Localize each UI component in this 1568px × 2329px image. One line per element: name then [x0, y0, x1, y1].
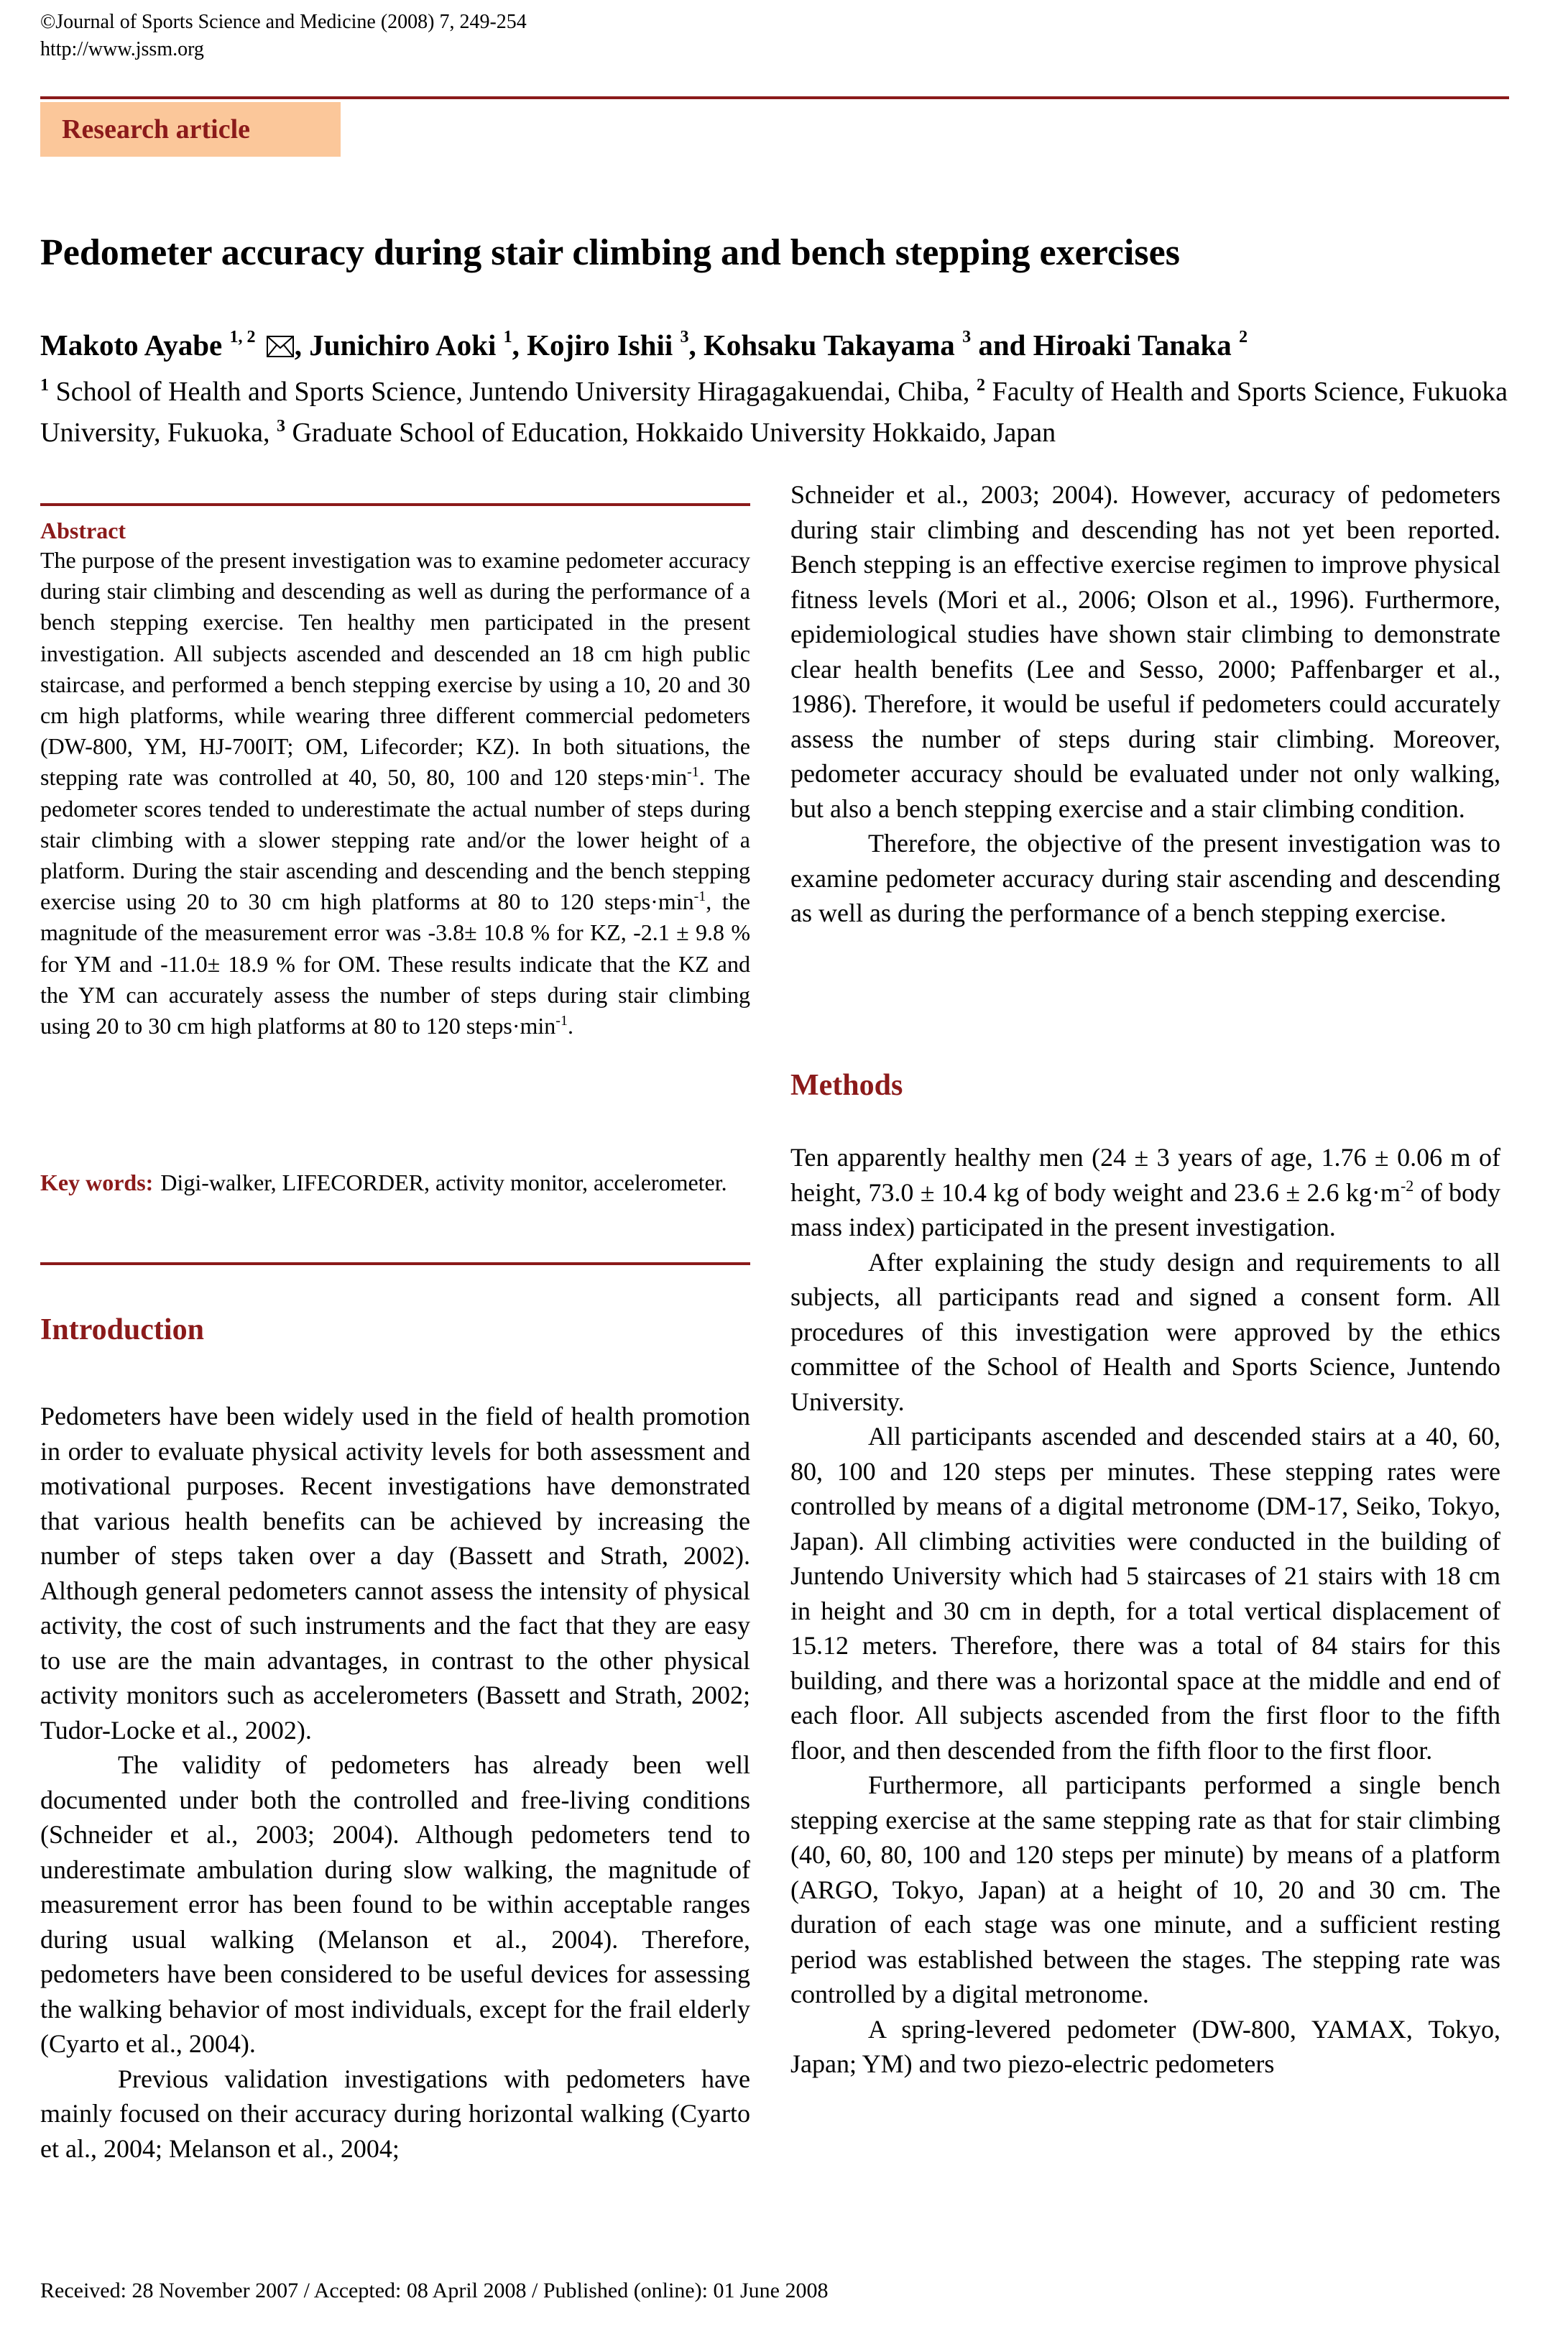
introduction-continued — [790, 477, 1500, 931]
keywords — [40, 1167, 750, 1198]
keywords-text: Digi-walker, LIFECORDER, activity monitor, accelerometer. — [160, 1170, 727, 1195]
introduction-body — [40, 1399, 750, 2166]
methods-paragraph: All participants ascended and descended stairs at a 40, 60, 80, 100 and 120 steps per minutes. These stepping rates were controlled by means of a digital metronome (DM-17, Seiko, Tokyo, Japan). All climbing activities were conducted in the building of Juntendo University which had 5 staircases of 21 stairs with 18 cm in height and 30 cm in depth, for a total vertical displacement of 15.12 meters. Therefore, there was a total of 84 stairs for this building, and there was a horizontal space at the middle and end of each floor. All subjects ascended from the first floor to the fifth floor, and then descended from the fifth floor to the first floor. — [790, 1422, 1500, 1765]
article-title: Pedometer accuracy during stair climbing and bench stepping exercises — [40, 232, 1180, 273]
journal-url[interactable]: http://www.jssm.org — [40, 38, 204, 60]
abstract-exponent: -1 — [693, 888, 706, 905]
author-separator: and — [978, 329, 1033, 362]
author-name: Makoto Ayabe — [40, 329, 223, 362]
methods-body — [790, 1140, 1500, 2082]
abstract-part: . The pedometer scores tended to underestimate the actual number of steps during stair climbing with a slower stepping rate and/or the lower height of a platform. During the stair ascending and descending and the bench stepping exercise using 20 to 30 cm high platforms at 80 to 120 steps·min — [40, 764, 751, 915]
methods-text: of body mass index) participated in the present investigation. — [790, 1177, 1501, 1241]
abstract-part: , the magnitude of the measurement error was -3.8± 10.8 % for KZ, -2.1 ± 9.8 % for YM and -11.0± 18.9 % for OM. These results indicate that the KZ and the YM can accurately assess the number of steps during stair climbing using 20 to 30 cm high platforms at 80 to 120 steps·min — [40, 888, 751, 1039]
affiliation-text: Graduate School of Education, Hokkaido University Hokkaido, Japan — [285, 418, 1056, 448]
affiliation-text: Faculty of Health and Sports Science, Fukuoka University, Fukuoka, — [40, 377, 1508, 448]
article-type-badge: Research article — [40, 102, 341, 157]
author-separator: , — [512, 329, 527, 362]
abstract-top-rule — [40, 503, 750, 506]
abstract-part: . — [567, 1013, 573, 1039]
methods-exponent: -2 — [1400, 1176, 1414, 1195]
author-name: Hiroaki Tanaka — [1033, 329, 1232, 362]
author-separator: , — [294, 329, 310, 362]
abstract-heading: Abstract — [40, 518, 126, 543]
author-affil-sup: 3 — [962, 328, 972, 346]
keywords-label: Key words: — [40, 1170, 154, 1195]
envelope-icon[interactable] — [266, 331, 295, 365]
affiliation-number: 3 — [276, 417, 285, 436]
author-name: Junichiro Aoki — [309, 329, 497, 362]
header-rule — [40, 96, 1509, 99]
intro-paragraph: Previous validation investigations with pedometers have mainly focused on their accuracy during horizontal walking (Cyarto et al., 2004; Melanson et al., 2004; — [40, 2064, 750, 2163]
abstract-exponent: -1 — [687, 764, 699, 781]
journal-citation: ©Journal of Sports Science and Medicine (2008) 7, 249-254 — [40, 11, 527, 33]
methods-paragraph — [790, 1140, 1500, 1245]
abstract-text — [40, 545, 750, 1042]
intro-paragraph: Pedometers have been widely used in the field of health promotion in order to evaluate physical activity levels for both assessment and motivational purposes. Recent investigations have demonstrated that various health benefits can be achieved by increasing the number of steps taken over a day (Bassett and Strath, 2002). Although general pedometers cannot assess the intensity of physical activity, the cost of such instruments and the fact that they are easy to use are the main advantages, in contrast to the other physical activity monitors such as accelerometers (Bassett and Strath, 2002; Tudor-Locke et al., 2002). — [40, 1402, 750, 1745]
affiliation-number: 2 — [977, 376, 986, 395]
author-list — [40, 328, 1248, 365]
abstract-part: The purpose of the present investigation was to examine pedometer accuracy during stair climbing and descending as well as during the performance of a bench stepping exercise. Ten healthy men participated in the present investigation. All subjects ascended and descended an 18 cm high public staircase, and performed a bench stepping exercise by using a 10, 20 and 30 cm high platforms, while wearing three different commercial pedometers (DW-800, YM, HJ-700IT; OM, Lifecorder; KZ). In both situations, the stepping rate was controlled at 40, 50, 80, 100 and 120 steps·min — [40, 547, 750, 791]
author-separator: , — [688, 329, 704, 362]
author-affil-sup: 1, 2 — [229, 328, 256, 346]
methods-paragraph: Furthermore, all participants performed a single bench stepping exercise at the same stepping rate as that for stair climbing (40, 60, 80, 100 and 120 steps per minute) by means of a platform (ARGO, Tokyo, Japan) at a height of 10, 20 and 30 cm. The duration of each stage was one minute, and a sufficient resting period was established between the stages. The stepping rate was controlled by a digital metronome. — [790, 1770, 1500, 2008]
author-name: Kohsaku Takayama — [704, 329, 955, 362]
author-affil-sup: 1 — [503, 328, 512, 346]
methods-paragraph: After explaining the study design and requirements to all subjects, all participants read and signed a consent form. All procedures of this investigation were approved by the ethics committee of the School of Health and Sports Science, Juntendo University. — [790, 1247, 1500, 1416]
affiliations — [40, 368, 1508, 450]
affiliation-number: 1 — [40, 376, 49, 395]
author-name: Kojiro Ishii — [527, 329, 673, 362]
publication-dates: Received: 28 November 2007 / Accepted: 08 April 2008 / Published (online): 01 June 2008 — [40, 2279, 829, 2302]
methods-heading: Methods — [790, 1069, 903, 1102]
intro-paragraph: Schneider et al., 2003; 2004). However, accuracy of pedometers during stair climbing and descending has not yet been reported. Bench stepping is an effective exercise regimen to improve physical fitness levels (Mori et al., 2006; Olson et al., 1996). Furthermore, epidemiological studies have shown stair climbing to demonstrate clear health benefits (Lee and Sesso, 2000; Paffenbarger et al., 1986). Therefore, it would be useful if pedometers could accurately assess the number of steps during stair climbing. Moreover, pedometer accuracy should be evaluated under not only walking, but also a bench stepping exercise and a stair climbing condition. — [790, 480, 1500, 823]
abstract-bottom-rule — [40, 1262, 750, 1265]
author-affil-sup: 3 — [680, 328, 689, 346]
introduction-heading: Introduction — [40, 1313, 204, 1346]
intro-paragraph: Therefore, the objective of the present investigation was to examine pedometer accuracy during stair ascending and descending as well as during the performance of a bench stepping exercise. — [790, 829, 1500, 927]
methods-text: Ten apparently healthy men (24 ± 3 years of age, 1.76 ± 0.06 m of height, 73.0 ± 10.4 kg of body weight and 23.6 ± 2.6 kg·m — [790, 1143, 1500, 1207]
affiliation-text: School of Health and Sports Science, Juntendo University Hiragagakuendai, Chiba, — [49, 377, 977, 407]
author-affil-sup: 2 — [1239, 328, 1248, 346]
methods-paragraph: A spring-levered pedometer (DW-800, YAMAX, Tokyo, Japan; YM) and two piezo-electric pedometers — [790, 2014, 1500, 2078]
abstract-exponent: -1 — [555, 1013, 568, 1029]
intro-paragraph: The validity of pedometers has already been well documented under both the controlled and free-living conditions (Schneider et al., 2003; 2004). Although pedometers tend to underestimate ambulation during slow walking, the magnitude of measurement error has been found to be within acceptable ranges during usual walking (Melanson et al., 2004). Therefore, pedometers have been considered to be useful devices for assessing the walking behavior of most individuals, except for the frail elderly (Cyarto et al., 2004). — [40, 1750, 750, 2058]
